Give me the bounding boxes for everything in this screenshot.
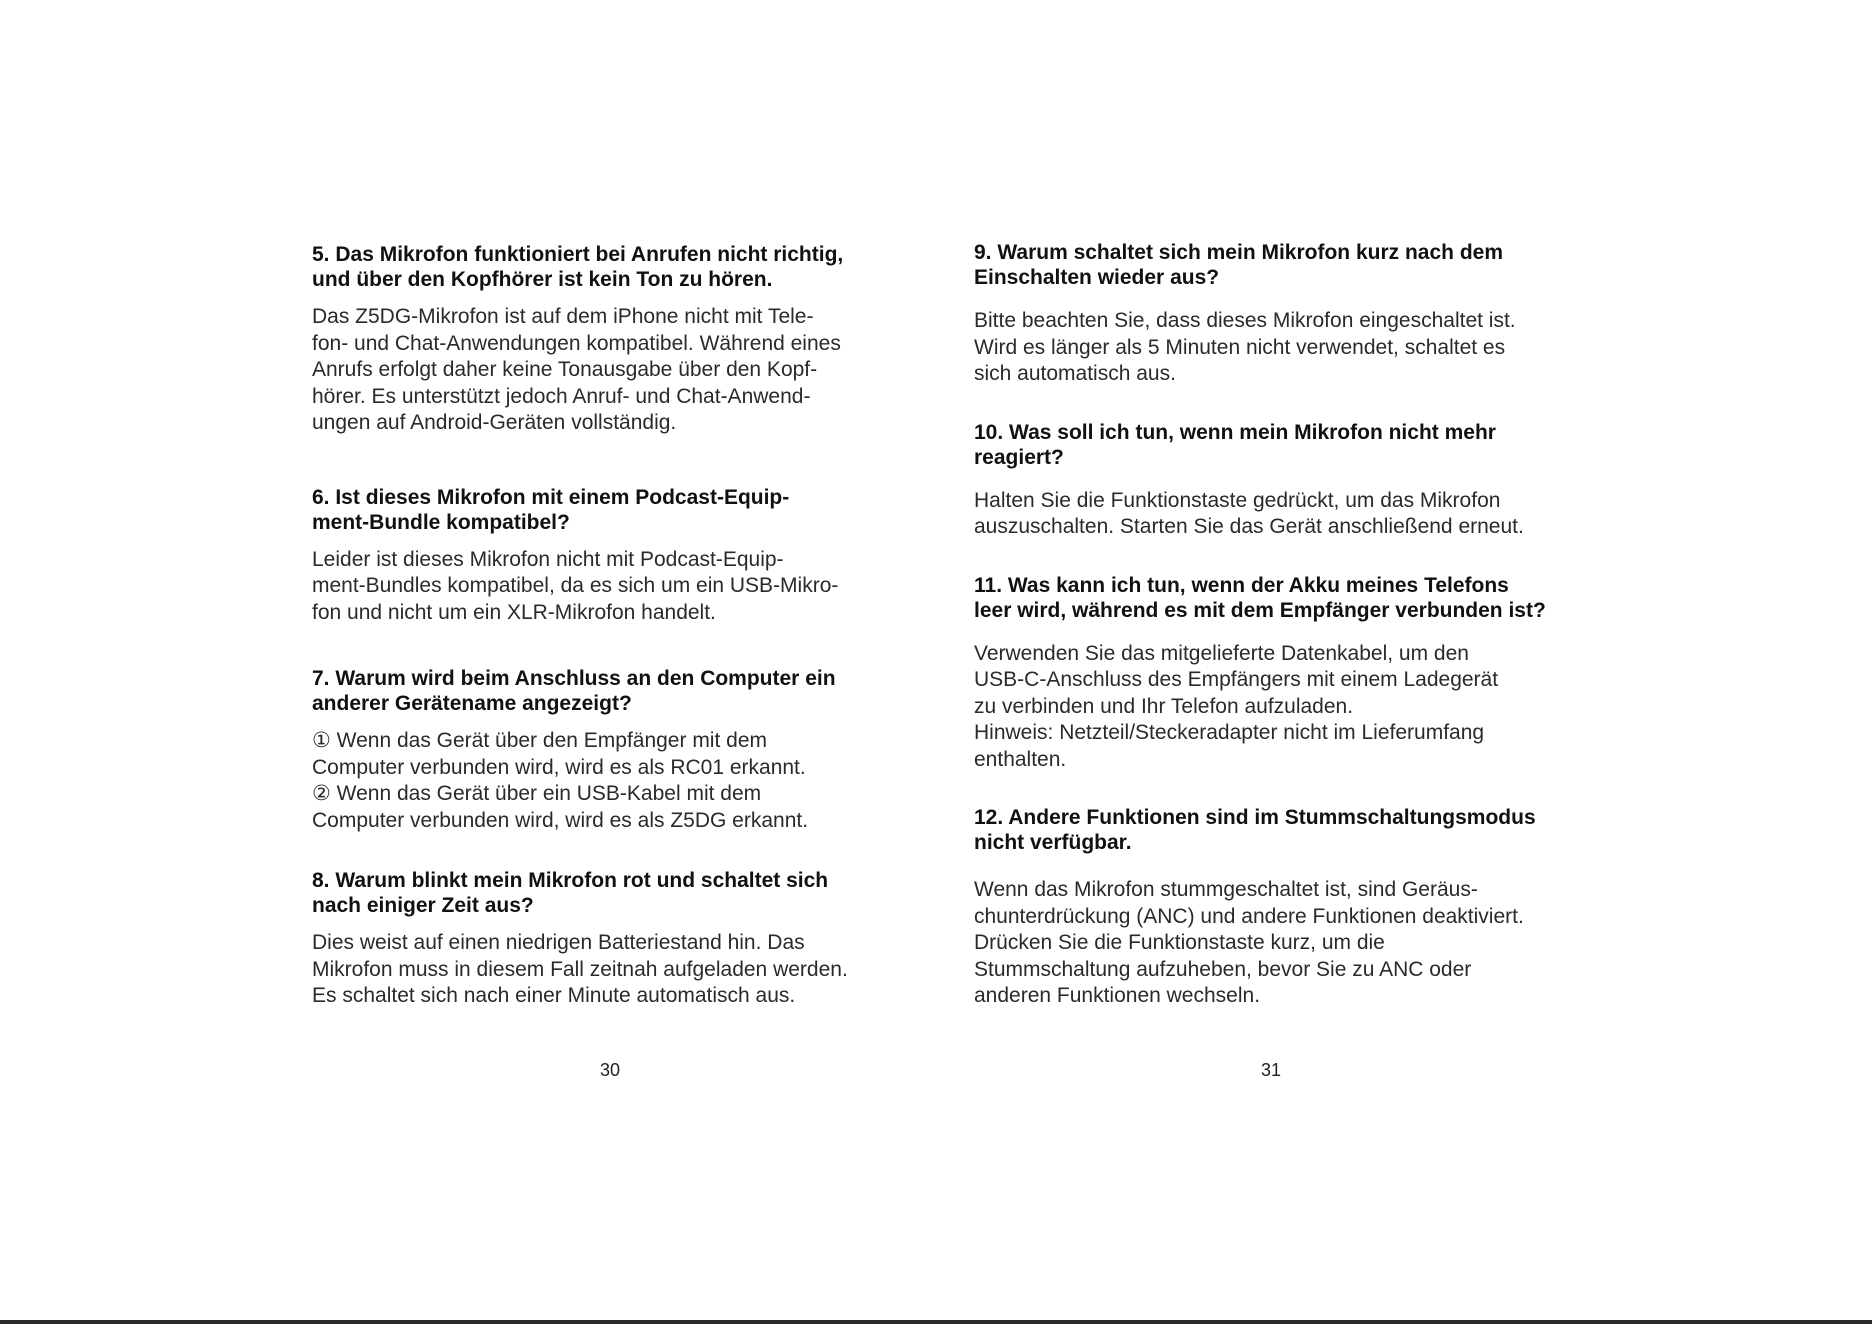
faq-item-7 xyxy=(312,666,902,834)
faq-answer: Halten Sie die Funktionstaste gedrückt, um das Mikrofon auszuschalten. Starten Sie das Gerät anschließend erneut. xyxy=(974,488,1524,538)
faq-answer: Dies weist auf einen niedrigen Batteriestand hin. Das Mikrofon muss in diesem Fall zeitnah aufgeladen werden. Es schaltet sich nach einer Minute automatisch aus. xyxy=(312,931,848,1007)
right-page-content xyxy=(974,240,1574,1010)
page-number-left: 30 xyxy=(599,1060,621,1080)
faq-answer: Leider ist dieses Mikrofon nicht mit Podcast-Equip- ment-Bundles kompatibel, da es sich um ein USB-Mikro- fon und nicht um ein XLR-Mikrofon handelt. xyxy=(312,547,839,624)
faq-item-5 xyxy=(312,242,902,437)
faq-question: 9. Warum schaltet sich mein Mikrofon kurz nach dem Einschalten wieder aus? xyxy=(974,241,1504,289)
faq-question: 7. Warum wird beim Anschluss an den Computer ein anderer Gerätename angezeigt? xyxy=(312,667,836,715)
faq-answer: ① Wenn das Gerät über den Empfänger mit dem Computer verbunden wird, wird es als RC01 erkannt. ② Wenn das Gerät über ein USB-Kabel mit dem Computer verbunden wird, wird es als Z5DG erkannt. xyxy=(312,729,809,832)
faq-question: 5. Das Mikrofon funktioniert bei Anrufen nicht richtig, und über den Kopfhörer ist kein Ton zu hören. xyxy=(312,243,844,291)
faq-question: 6. Ist dieses Mikrofon mit einem Podcast-Equip- ment-Bundle kompatibel? xyxy=(312,485,790,534)
faq-question: 11. Was kann ich tun, wenn der Akku meines Telefons leer wird, während es mit dem Empfänger verbunden ist? xyxy=(974,573,1546,622)
faq-answer: Bitte beachten Sie, dass dieses Mikrofon eingeschaltet ist. Wird es länger als 5 Minuten nicht verwendet, schaltet es sich automatisch aus. xyxy=(974,309,1516,385)
faq-question: 10. Was soll ich tun, wenn mein Mikrofon nicht mehr reagiert? xyxy=(974,420,1496,469)
faq-item-8 xyxy=(312,868,902,1010)
bottom-edge-divider xyxy=(0,1320,1872,1324)
faq-question: 8. Warum blinkt mein Mikrofon rot und schaltet sich nach einiger Zeit aus? xyxy=(312,869,829,917)
faq-question: 12. Andere Funktionen sind im Stummschaltungsmodus nicht verfügbar. xyxy=(974,806,1536,854)
faq-item-12 xyxy=(974,805,1574,1010)
faq-item-11 xyxy=(974,573,1574,774)
left-page-content xyxy=(312,242,902,1010)
faq-answer: Verwenden Sie das mitgelieferte Datenkabel, um den USB-C-Anschluss des Empfängers mit einem Ladegerät zu verbinden und Ihr Telefon aufzuladen. Hinweis: Netzteil/Steckeradapter nicht im Lieferumfang enthalten. xyxy=(974,641,1499,771)
faq-item-6 xyxy=(312,485,902,627)
faq-item-10 xyxy=(974,420,1574,541)
faq-answer: Wenn das Mikrofon stummgeschaltet ist, sind Geräus- chunterdrückung (ANC) und andere Funktionen deaktiviert. Drücken Sie die Funktionstaste kurz, um die Stummschaltung aufzuheben, bevor Sie zu ANC oder anderen Funktionen wechseln. xyxy=(974,878,1524,1007)
faq-answer: Das Z5DG-Mikrofon ist auf dem iPhone nicht mit Tele- fon- und Chat-Anwendungen kompatibel. Während eines Anrufs erfolgt daher keine Tonausgabe über den Kopf- hörer. Es unterstützt jedoch Anruf- und Chat-Anwend- ungen auf Android-Geräten vollständig. xyxy=(312,305,841,434)
faq-item-9 xyxy=(974,240,1574,388)
page-number-right: 31 xyxy=(1260,1060,1282,1080)
